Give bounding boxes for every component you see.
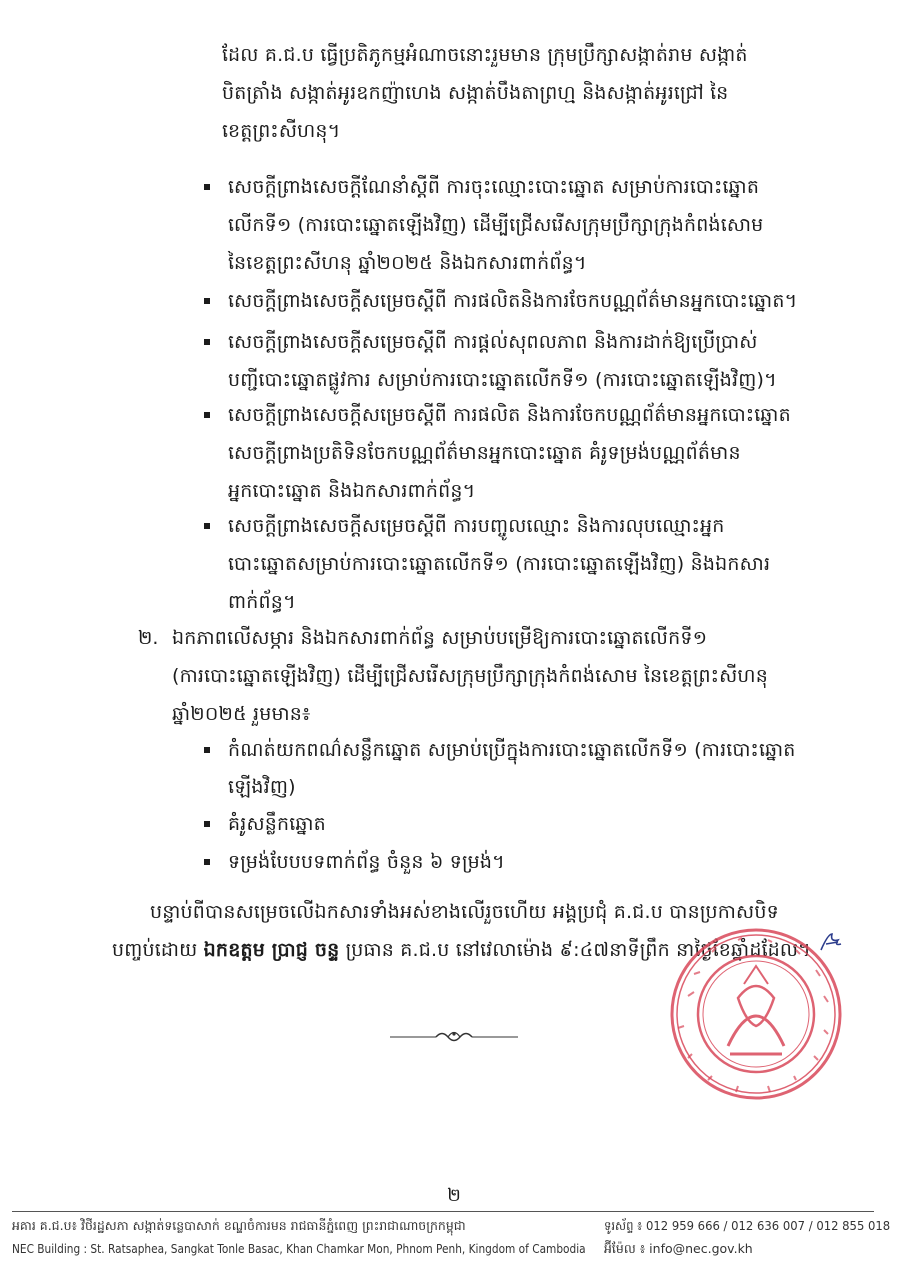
bullet-marker [204,523,210,529]
closing-line: បន្ទាប់ពីបានសម្រេចលើឯកសារទាំងអស់ខាងលើរួចហើយ អង្គប្រជុំ គ.ជ.ប បានប្រកាសបិទ [150,901,779,923]
bullet-line: អ្នកបោះឆ្នោត និងឯកសារពាក់ព័ន្ធ។ [228,480,476,502]
bullet-marker [204,412,210,418]
bullet-line: សេចក្តីព្រាងសេចក្តីសម្រេចស្តីពី ការផលិត និងការចែកបណ្ណព័ត៌មានអ្នកបោះឆ្នោត [228,404,791,426]
section-line: ឯកភាពលើសម្ភារ និងឯកសារពាក់ព័ន្ធ សម្រាប់បម្រើឱ្យការបោះឆ្នោតលើកទី១ [172,627,708,649]
bullet-line: ឡើងវិញ) [228,776,296,798]
footer-address-en: NEC Building : St. Ratsaphea, Sangkat Tonle Basac, Khan Chamkar Mon, Phnom Penh, Kingdom of Cambodia [12,1241,586,1256]
bullet-marker [204,298,210,304]
ornament-divider [390,1026,518,1048]
bullet-line: នៃខេត្តព្រះសីហនុ ឆ្នាំ២០២៥ និងឯកសារពាក់ព័ន្ធ។ [228,252,587,274]
bullet-marker [204,184,210,190]
footer-divider [12,1211,874,1212]
intro-line: ខេត្តព្រះសីហនុ។ [222,120,341,142]
bullet-marker [204,859,210,865]
bullet-marker [204,821,210,827]
intro-line: ដែល គ.ជ.ប ធ្វើប្រតិភូកម្មអំណាចនោះរួមមាន ក្រុមប្រឹក្សាសង្កាត់រាម សង្កាត់ [222,44,748,66]
page-number: ២ [447,1185,461,1206]
bullet-line: គំរូសន្លឹកឆ្នោត [228,813,326,835]
closing-text: ប្រធាន គ.ជ.ប នៅវេលាម៉ោង ៩:៤៧នាទីព្រឹក នាថ្ងៃខែឆ្នាំដដែល។ [339,939,811,961]
bullet-line: លើកទី១ (ការបោះឆ្នោតឡើងវិញ) ដើម្បីជ្រើសរើសក្រុមប្រឹក្សាក្រុងកំពង់សោម [228,214,764,236]
bullet-line: កំណត់យកពណ៌សន្លឹកឆ្នោត សម្រាប់ប្រើក្នុងការបោះឆ្នោតលើកទី១ (ការបោះឆ្នោត [228,739,796,761]
bullet-marker [204,747,210,753]
chairman-name: ឯកឧត្តម ប្រាជ្ញ ចន្ទ [203,939,340,961]
intro-line: បិតត្រាំង សង្កាត់អូរឧកញ៉ាហេង សង្កាត់បឹងតាព្រហ្ម និងសង្កាត់អូរជ្រៅ នៃ [222,82,729,104]
bullet-line: សេចក្តីព្រាងសេចក្តីសម្រេចស្តីពី ការបញ្ចូលឈ្មោះ និងការលុបឈ្មោះអ្នក [228,515,725,537]
footer-address-km: អគារ គ.ជ.ប៖ វិថីរដ្ឋសភា សង្កាត់ទន្លេបាសាក់ ខណ្ឌចំការមន រាជធានីភ្នំពេញ ព្រះរាជាណាចក្រកម្ពុជា [12,1218,466,1233]
bullet-line: សេចក្តីព្រាងសេចក្តីណែនាំស្តីពី ការចុះឈ្មោះបោះឆ្នោត សម្រាប់ការបោះឆ្នោត [228,176,760,198]
bullet-line: ទម្រង់បែបបទពាក់ព័ន្ធ ចំនួន ៦ ទម្រង់។ [228,851,505,873]
bullet-line: សេចក្តីព្រាងសេចក្តីសម្រេចស្តីពី ការផ្តល់សុពលភាព និងការដាក់ឱ្យប្រើប្រាស់ [228,331,758,353]
section-line: (ការបោះឆ្នោតឡើងវិញ) ដើម្បីជ្រើសរើសក្រុមប្រឹក្សាក្រុងកំពង់សោម នៃខេត្តព្រះសីហនុ [172,665,768,687]
bullet-line: សេចក្តីព្រាងប្រតិទិនចែកបណ្ណព័ត៌មានអ្នកបោះឆ្នោត គំរូទម្រង់បណ្ណព័ត៌មាន [228,442,741,464]
closing-text: បញ្ចប់ដោយ [112,939,204,961]
bullet-line: សេចក្តីព្រាងសេចក្តីសម្រេចស្តីពី ការផលិតនិងការចែកបណ្ណព័ត៌មានអ្នកបោះឆ្នោត។ [228,290,798,312]
signature-initial [818,930,844,954]
footer-email: អ៊ីម៉ែល ៖ info@nec.gov.kh [604,1241,753,1256]
footer-phone: ទូរស័ព្ទ ៖ 012 959 666 / 012 636 007 / 012 855 018 [604,1218,891,1233]
bullet-line: បញ្ជីបោះឆ្នោតផ្លូវការ សម្រាប់ការបោះឆ្នោតលើកទី១ (ការបោះឆ្នោតឡើងវិញ)។ [228,369,777,391]
section-line: ឆ្នាំ២០២៥ រួមមាន៖ [172,703,311,725]
bullet-line: បោះឆ្នោតសម្រាប់ការបោះឆ្នោតលើកទី១ (ការបោះឆ្នោតឡើងវិញ) និងឯកសារ [228,553,771,575]
bullet-marker [204,339,210,345]
section-number: ២. [138,627,159,649]
bullet-line: ពាក់ព័ន្ធ។ [228,591,296,613]
